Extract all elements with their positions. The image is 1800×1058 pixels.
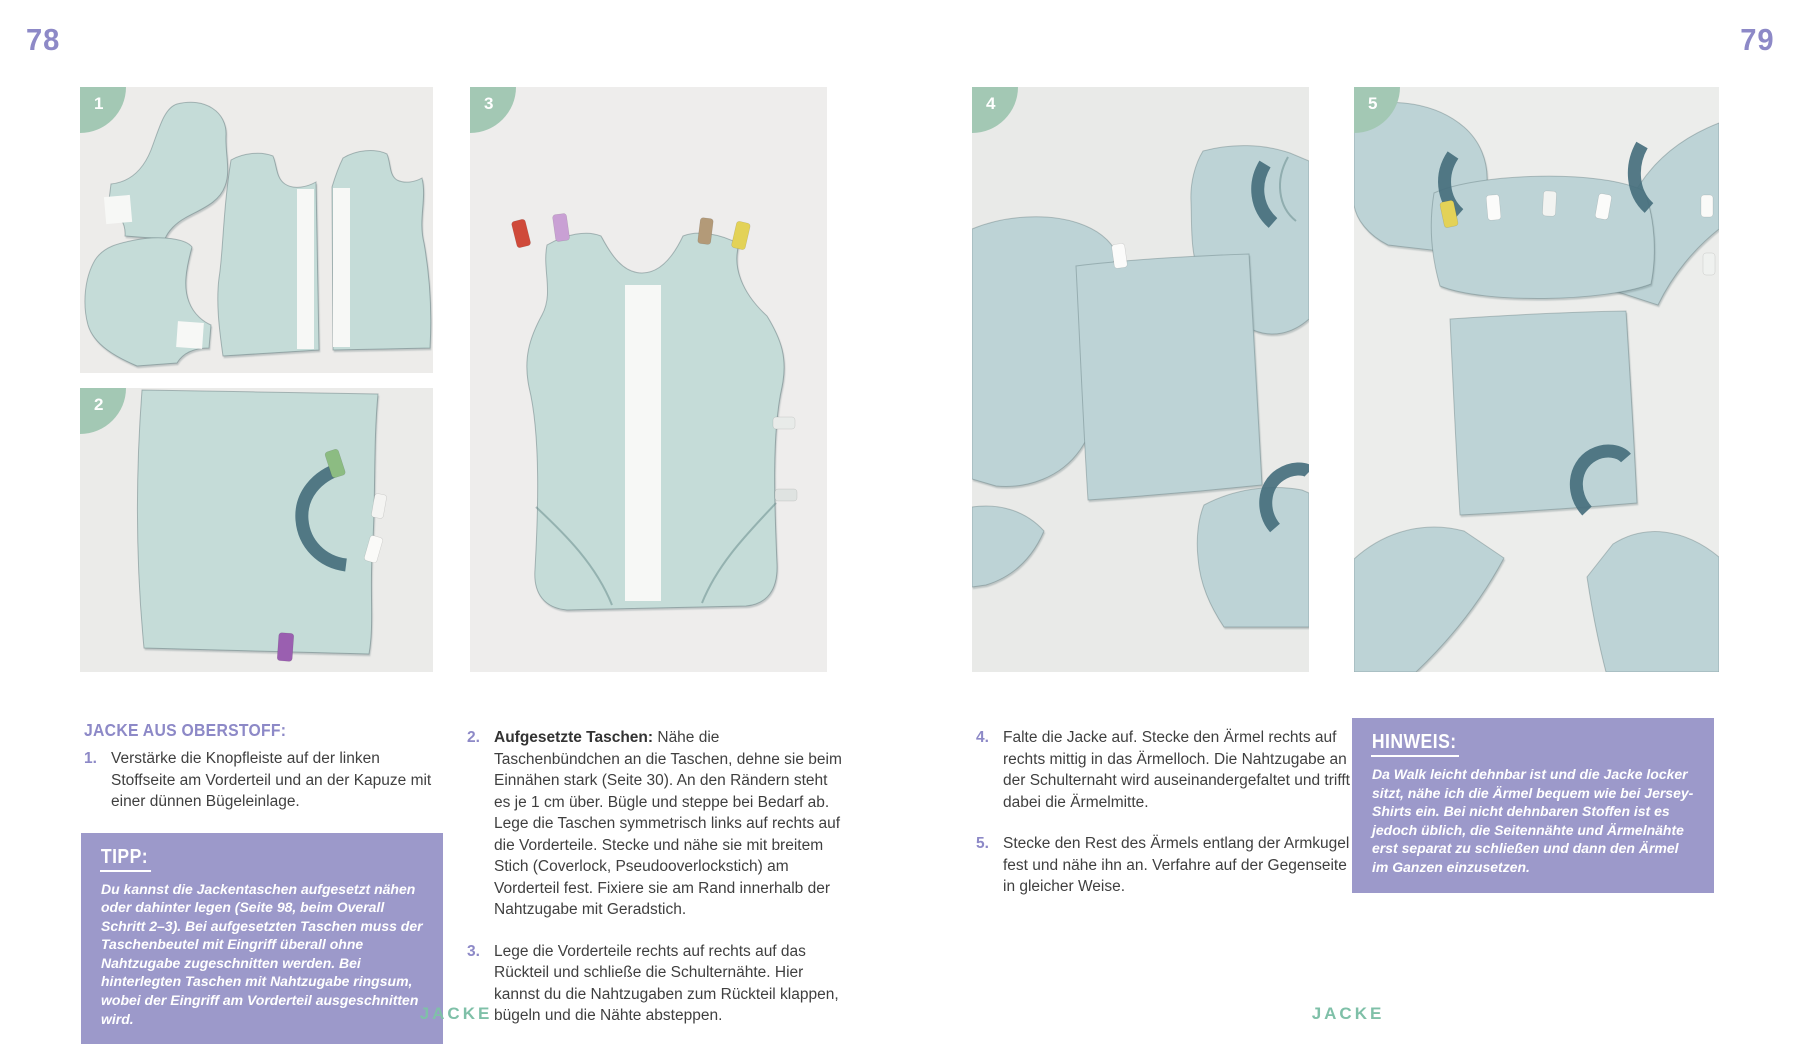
note-text: Da Walk leicht dehnbar ist und die Jacke locker sitzt, nähe ich die Ärmel bequem wie bei Jersey-Shirts ein. Bei nicht dehnbaren Stoffen ist es jedoch üblich, die Seitennähte und Ärmelnähte erst separat zu schließen und dann den Ärmel im Ganzen einzusetzen.	[1372, 766, 1694, 875]
note-box	[1352, 718, 1714, 893]
step-badge-1: 1	[80, 87, 126, 133]
instructions-column-right	[976, 727, 1361, 918]
instruction-step-2	[467, 727, 842, 921]
sleeves-attached-illustration	[1354, 87, 1719, 672]
photo-step-3	[470, 87, 827, 672]
tip-text: Du kannst die Jackentaschen aufgesetzt nähen oder dahinter legen (Seite 98, beim Overall Schritt 2–3). Bei aufgesetzten Taschen muss der Taschenbeutel mit Eingriff überall ohne Nahtzugabe zugeschnitten werden. Bei hinterlegten Taschen mit Nahtzugabe ringsum, wobei der Eingriff am Vorderteil ausgeschnitten wird.	[101, 880, 423, 1027]
photo-step-4	[972, 87, 1309, 672]
jacket-front-illustration	[470, 87, 827, 672]
step-text: Falte die Jacke auf. Stecke den Ärmel rechts auf rechts mittig in das Ärmelloch. Die Nahtzugabe an der Schulternaht wird auseinandergefaltet und trifft dabei die Ärmelmitte.	[1003, 729, 1350, 811]
fabric-pieces-illustration	[80, 87, 433, 373]
step-badge-5: 5	[1354, 87, 1400, 133]
instruction-step-5	[976, 833, 1361, 898]
step-badge-3: 3	[470, 87, 516, 133]
sleeve-pinning-illustration	[972, 87, 1309, 672]
step-text: Lege die Vorderteile rechts auf rechts auf das Rückteil und schließe die Schulternähte. Hier kannst du die Nahtzugaben zum Rückteil klappen, bügeln und die Nähte absteppen.	[494, 942, 839, 1024]
instructions-column-middle	[467, 727, 842, 1047]
photo-step-5	[1354, 87, 1719, 672]
page-number-right: 79	[1739, 22, 1774, 57]
step-number: 1.	[84, 750, 97, 767]
step-badge-2: 2	[80, 388, 126, 434]
step-number: 3.	[467, 942, 480, 960]
step-text: Stecke den Rest des Ärmels entlang der Armkugel fest und nähe ihn an. Verfahre auf der Gegenseite in gleicher Weise.	[1003, 835, 1350, 895]
pocket-piece-illustration	[80, 388, 433, 672]
instruction-step-4	[976, 727, 1361, 813]
step-number: 5.	[976, 835, 989, 852]
instruction-step-1	[84, 748, 444, 813]
footer-chapter-right: JACKE	[1311, 1004, 1385, 1023]
step-lead: Aufgesetzte Taschen:	[494, 729, 654, 746]
photo-step-1	[80, 87, 433, 373]
instructions-column-left	[84, 720, 444, 1044]
step-number: 2.	[467, 729, 480, 746]
note-heading: HINWEIS:	[1371, 731, 1459, 757]
step-number: 4.	[976, 729, 989, 746]
footer-chapter-left: JACKE	[419, 1004, 493, 1023]
page-number-left: 78	[26, 22, 61, 57]
step-badge-4: 4	[972, 87, 1018, 133]
section-heading: JACKE AUS OBERSTOFF:	[84, 720, 287, 740]
tip-heading: TIPP:	[100, 846, 151, 872]
step-text: Nähe die Taschenbündchen an die Taschen, dehne sie beim Einnähen stark (Seite 30). An den Rändern steht es je 1 cm über. Bügle und steppe bei Bedarf ab. Lege die Taschen symmetrisch links auf rechts auf die Vorderteile. Stecke und nähe sie mit breitem Stich (Coverlock, Pseudooverlockstich) am Vorderteil fest. Fixiere sie am Rand innerhalb der Nahtzugabe mit Geradstich.	[494, 729, 842, 918]
step-text: Verstärke die Knopfleiste auf der linken Stoffseite am Vorderteil und an der Kapuze mit einer dünnen Bügeleinlage.	[111, 750, 432, 810]
photo-step-2	[80, 388, 433, 672]
